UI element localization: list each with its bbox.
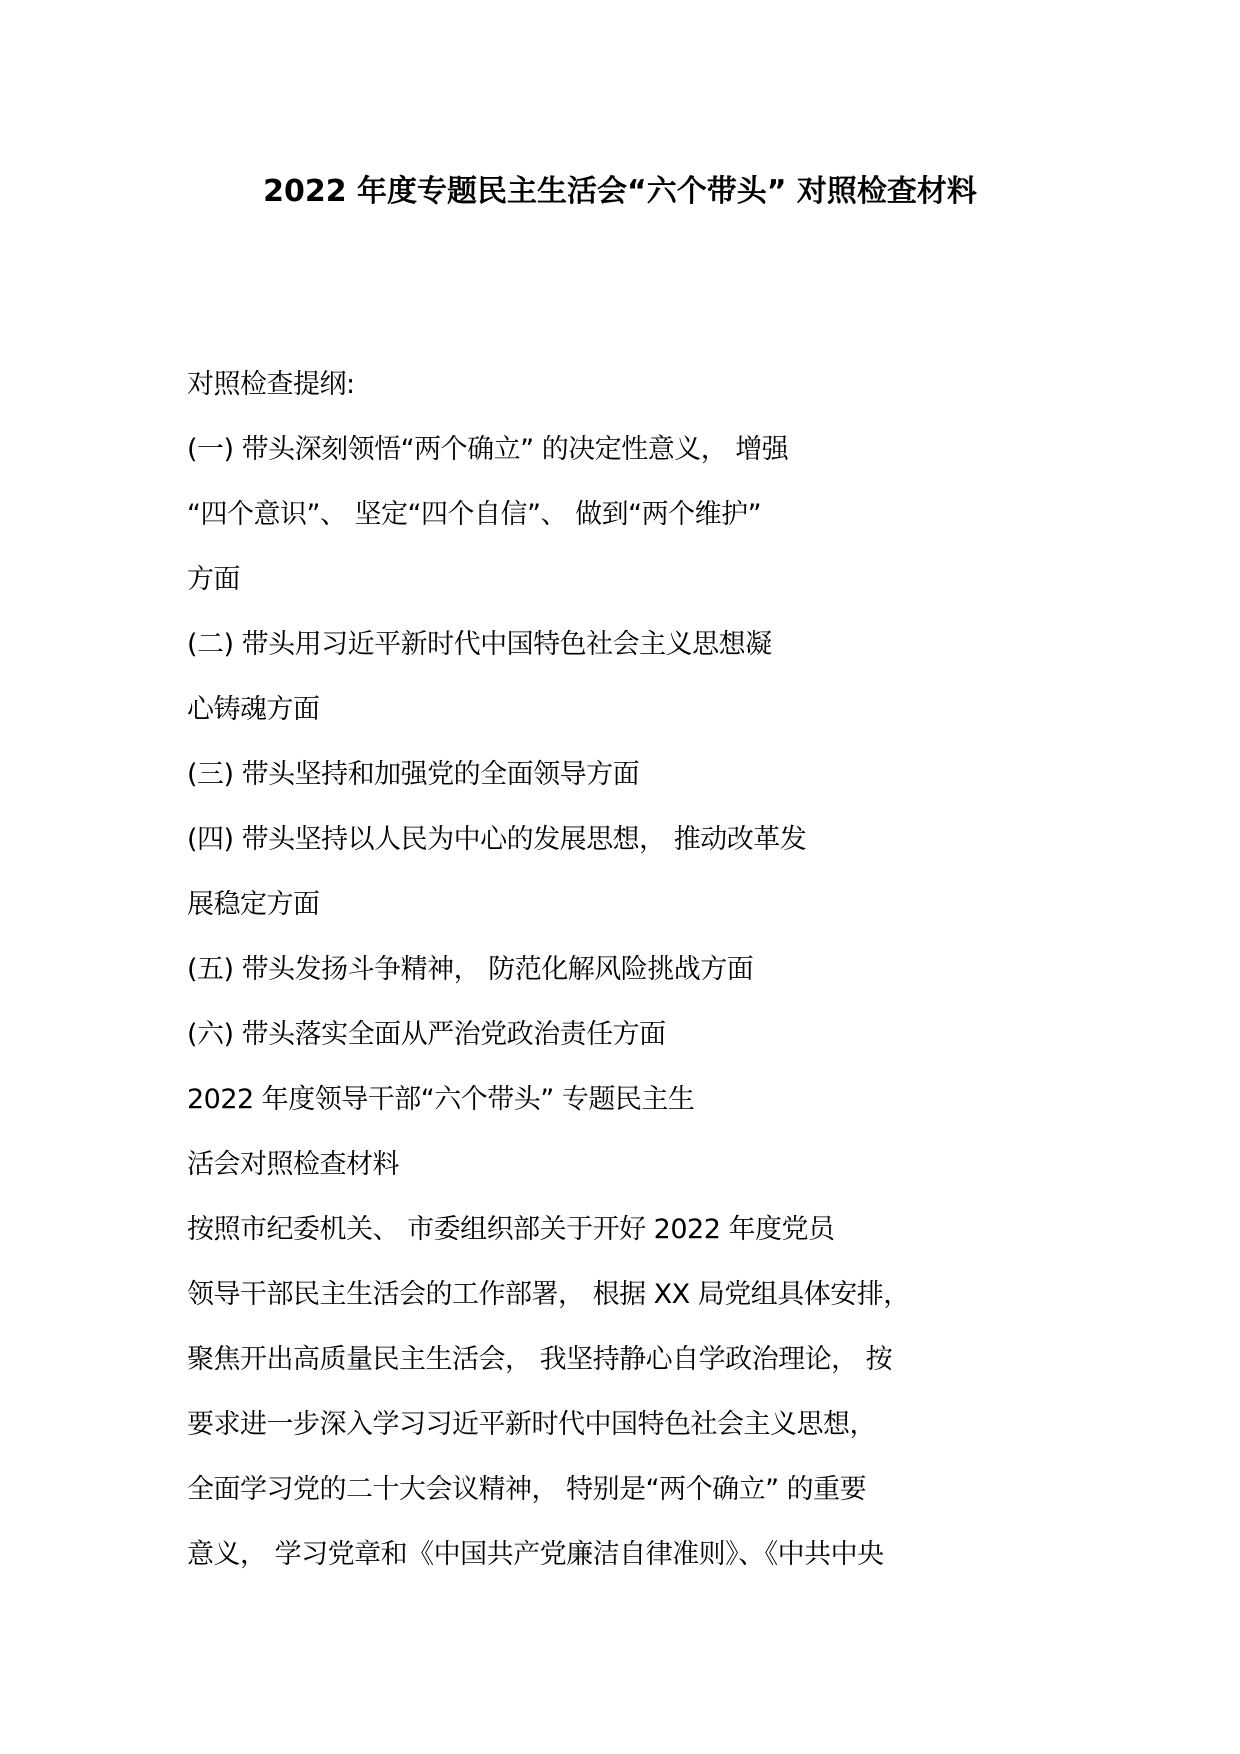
outline-item-6: (六) 带头落实全面从严治党政治责任方面 — [187, 1019, 666, 1050]
paragraph-line-3: 聚焦开出高质量民主生活会， 我坚持静心自学政治理论， 按 — [187, 1344, 893, 1375]
outline-item-1-line-3: 方面 — [187, 564, 240, 595]
paragraph-line-5: 全面学习党的二十大会议精神， 特别是“两个确立” 的重要 — [187, 1474, 867, 1505]
section-heading-line-2: 活会对照检查材料 — [187, 1149, 399, 1180]
section-heading-line-1: 2022 年度领导干部“六个带头” 专题民主生 — [187, 1084, 695, 1115]
paragraph-line-6: 意义， 学习党章和《中国共产党廉洁自律准则》、《中共中央 — [187, 1539, 884, 1570]
outline-item-2-line-1: (二) 带头用习近平新时代中国特色社会主义思想凝 — [187, 629, 772, 660]
outline-item-5: (五) 带头发扬斗争精神， 防范化解风险挑战方面 — [187, 954, 754, 985]
outline-heading: 对照检查提纲: — [187, 369, 355, 400]
outline-item-2-line-2: 心铸魂方面 — [187, 694, 320, 725]
paragraph-line-4: 要求进一步深入学习习近平新时代中国特色社会主义思想， — [187, 1409, 876, 1440]
outline-item-4-line-1: (四) 带头坚持以人民为中心的发展思想， 推动改革发 — [187, 824, 807, 855]
outline-item-3: (三) 带头坚持和加强党的全面领导方面 — [187, 759, 640, 790]
document-body — [187, 370, 1067, 1605]
outline-item-4-line-2: 展稳定方面 — [187, 889, 320, 920]
paragraph-line-2: 领导干部民主生活会的工作部署， 根据 XX 局党组具体安排， — [187, 1279, 910, 1310]
paragraph-line-1: 按照市纪委机关、 市委组织部关于开好 2022 年度党员 — [187, 1214, 835, 1245]
outline-item-1-line-1: (一) 带头深刻领悟“两个确立” 的决定性意义， 增强 — [187, 434, 789, 465]
outline-item-1-line-2: “四个意识”、 坚定“四个自信”、 做到“两个维护” — [187, 499, 762, 530]
document-title: 2022 年度专题民主生活会“六个带头” 对照检查材料 — [263, 174, 977, 209]
